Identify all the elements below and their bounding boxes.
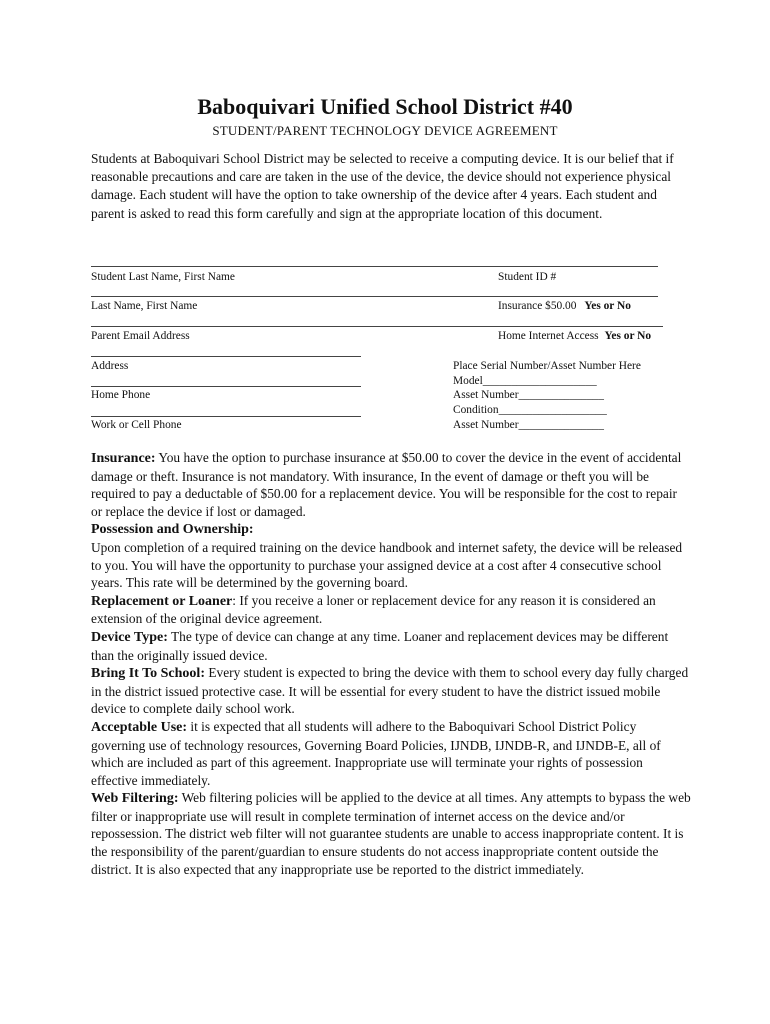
section-heading: Insurance: (91, 451, 156, 466)
section-text: Upon completion of a required training on the device handbook and internet safety, the device will be released to you. You will have the opportunity to purchase your assigned device at a cost after 4 consecutive school years. This rate will be determined by the governing board. (91, 539, 683, 591)
section-device-type (91, 628, 691, 664)
home-phone-label: Home Phone (91, 389, 151, 401)
section-insurance (91, 449, 691, 520)
parent-name-label: Last Name, First Name (91, 300, 198, 312)
student-name-line[interactable] (91, 266, 658, 267)
intro-paragraph: Students at Baboquivari School District may be selected to receive a computing device. It is our belief that if reasonable precautions and care are taken in the use of the device, the device should not experience physical damage. Each student will have the option to take ownership of the device after 4 years. Each student and parent is asked to read this form carefully and sign at the appropriate location of this document. (91, 151, 674, 221)
section-heading: Replacement or Loaner (91, 593, 233, 609)
address-line[interactable] (91, 356, 361, 357)
section-heading: Device Type: (91, 629, 168, 645)
work-phone-label: Work or Cell Phone (91, 419, 182, 431)
student-name-label: Student Last Name, First Name (91, 271, 235, 283)
internet-access-choice: Yes or No (604, 330, 652, 342)
section-heading: Possession and Ownership: (91, 522, 254, 538)
section-text: : If you receive a loner or replacement device for any reason it is considered an extension of the original device agreement. (91, 592, 656, 627)
serial-heading: Place Serial Number/Asset Number Here (453, 360, 641, 372)
work-phone-line[interactable] (91, 416, 361, 417)
section-web-filtering (91, 789, 691, 878)
document-subtitle: STUDENT/PARENT TECHNOLOGY DEVICE AGREEMENT (212, 123, 558, 138)
parent-email-line[interactable] (91, 326, 663, 327)
section-heading: Web Filtering: (91, 791, 179, 807)
section-text: it is expected that all students will adhere to the Baboquivari School District Policy governing use of technology resources, Governing Board Policies, IJNDB, IJNDB-R, and IJNDB-E, all of which are included as part of this agreement. Inappropriate use will terminate your rights of possession effective immediately. (91, 718, 661, 788)
insurance-label: Insurance $50.00 (498, 300, 577, 312)
internet-access-label: Home Internet Access (498, 330, 599, 342)
section-text: Web filtering policies will be applied to the device at all times. Any attempts to bypass the web filter or inappropriate use will result in complete termination of internet access on the device and/or repossession. The district web filter will not guarantee students are unable to access inappropriate content. It is the responsibility of the parent/guardian to ensure students do not access inappropriate content outside the district. It is also expected that any inappropriate use be reported to the district immediately. (91, 790, 691, 877)
section-text: You have the option to purchase insurance at $50.00 to cover the device in the event of accidental damage or theft. Insurance is not mandatory. With insurance, In the event of damage or theft you will be required to pay a deductable of $50.00 for a replacement device. You will be responsible for the cost to repair or replace the device if lost or damaged. (91, 450, 682, 519)
section-acceptable-use (91, 718, 691, 789)
asset-number-field-2[interactable]: Asset Number_______________ (453, 419, 604, 431)
section-possession (91, 520, 691, 591)
parent-email-label: Parent Email Address (91, 330, 190, 342)
document-title: Baboquivari Unified School District #40 (197, 94, 573, 119)
policy-sections (91, 449, 691, 878)
condition-field[interactable]: Condition___________________ (453, 404, 607, 416)
insurance-field[interactable] (498, 300, 631, 312)
model-field[interactable]: Model____________________ (453, 375, 597, 387)
section-heading: Bring It To School: (91, 666, 205, 682)
home-phone-line[interactable] (91, 386, 361, 387)
parent-name-line[interactable] (91, 296, 658, 297)
address-label: Address (91, 360, 129, 372)
student-id-label: Student ID # (498, 271, 557, 283)
section-text: The type of device can change at any time. Loaner and replacement devices may be different than the originally issued device. (91, 628, 669, 663)
internet-access-field[interactable] (498, 330, 651, 342)
insurance-choice: Yes or No (584, 300, 631, 312)
section-text: Every student is expected to bring the device with them to school every day fully charged in the district issued protective case. It will be essential for every student to have the district issued mobile device to complete daily school work. (91, 665, 689, 717)
section-heading: Acceptable Use: (91, 719, 188, 735)
section-replacement (91, 592, 691, 628)
asset-number-field[interactable]: Asset Number_______________ (453, 389, 604, 401)
section-bring-to-school (91, 664, 691, 718)
